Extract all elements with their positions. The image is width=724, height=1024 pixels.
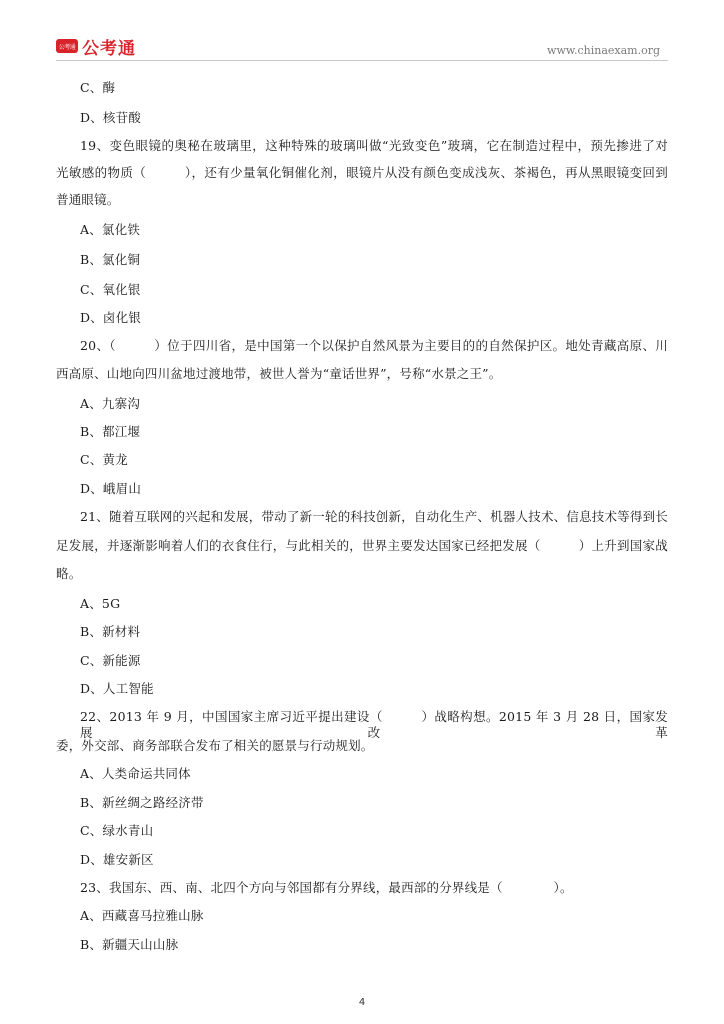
site-url[interactable]: www.chinaexam.org	[547, 44, 660, 57]
page-number: 4	[358, 997, 366, 1008]
option-21-b: B、新材料	[80, 624, 141, 639]
question-22-line-1: 22、2013 年 9 月，中国国家主席习近平提出建设（ ）战略构想。2015 年 3 月 28 日，国家发展改革	[80, 709, 668, 740]
logo[interactable]	[56, 36, 136, 59]
option-20-d: D、峨眉山	[80, 481, 142, 496]
question-21-line-1: 21、随着互联网的兴起和发展，带动了新一轮的科技创新，自动化生产、机器人技术、信息技术等得到长	[80, 509, 668, 524]
logo-badge-icon: 公考通	[56, 39, 78, 53]
question-19-line-3: 普通眼镜。	[56, 192, 120, 207]
question-19-line-1: 19、变色眼镜的奥秘在玻璃里，这种特殊的玻璃叫做“光致变色”玻璃，它在制造过程中，预先掺进了对	[80, 138, 668, 153]
option-20-a: A、九寨沟	[80, 396, 141, 411]
option-21-d: D、人工智能	[80, 681, 154, 696]
option-18-d: D、核苷酸	[80, 110, 142, 125]
option-19-d: D、卤化银	[80, 310, 142, 325]
question-20-line-1: 20、（ ）位于四川省，是中国第一个以保护自然风景为主要目的的自然保护区。地处青藏高原、川	[80, 338, 668, 353]
option-22-b: B、新丝绸之路经济带	[80, 795, 204, 810]
option-20-b: B、都江堰	[80, 424, 141, 439]
question-21-line-3: 略。	[56, 566, 82, 581]
option-22-c: C、绿水青山	[80, 823, 154, 838]
option-21-c: C、新能源	[80, 653, 141, 668]
option-20-c: C、黄龙	[80, 452, 128, 467]
question-22-line-2: 委，外交部、商务部联合发布了相关的愿景与行动规划。	[56, 738, 374, 753]
page-header	[0, 0, 724, 64]
question-19-line-2: 光敏感的物质（ ），还有少量氧化铜催化剂，眼镜片从没有颜色变成浅灰、茶褐色，再从黑眼镜变回到	[56, 165, 668, 180]
option-23-b: B、新疆天山山脉	[80, 937, 179, 952]
question-20-line-2: 西高原、山地向四川盆地过渡地带，被世人誉为“童话世界”，号称“水景之王”。	[56, 366, 502, 381]
option-22-a: A、人类命运共同体	[80, 766, 191, 781]
option-22-d: D、雄安新区	[80, 852, 154, 867]
option-18-c: C、酶	[80, 80, 116, 95]
option-23-a: A、西藏喜马拉雅山脉	[80, 908, 204, 923]
question-21-line-2: 足发展，并逐渐影响着人们的衣食住行，与此相关的，世界主要发达国家已经把发展（ ）上升到国家战	[56, 538, 668, 553]
header-divider	[56, 60, 668, 61]
question-23-line-1: 23、我国东、西、南、北四个方向与邻国都有分界线，最西部的分界线是（ ）。	[80, 880, 573, 895]
option-19-c: C、氧化银	[80, 282, 141, 297]
option-19-b: B、氯化铜	[80, 252, 141, 267]
logo-text: 公考通	[82, 38, 136, 59]
option-19-a: A、氯化铁	[80, 222, 141, 237]
option-21-a: A、5G	[80, 596, 121, 611]
